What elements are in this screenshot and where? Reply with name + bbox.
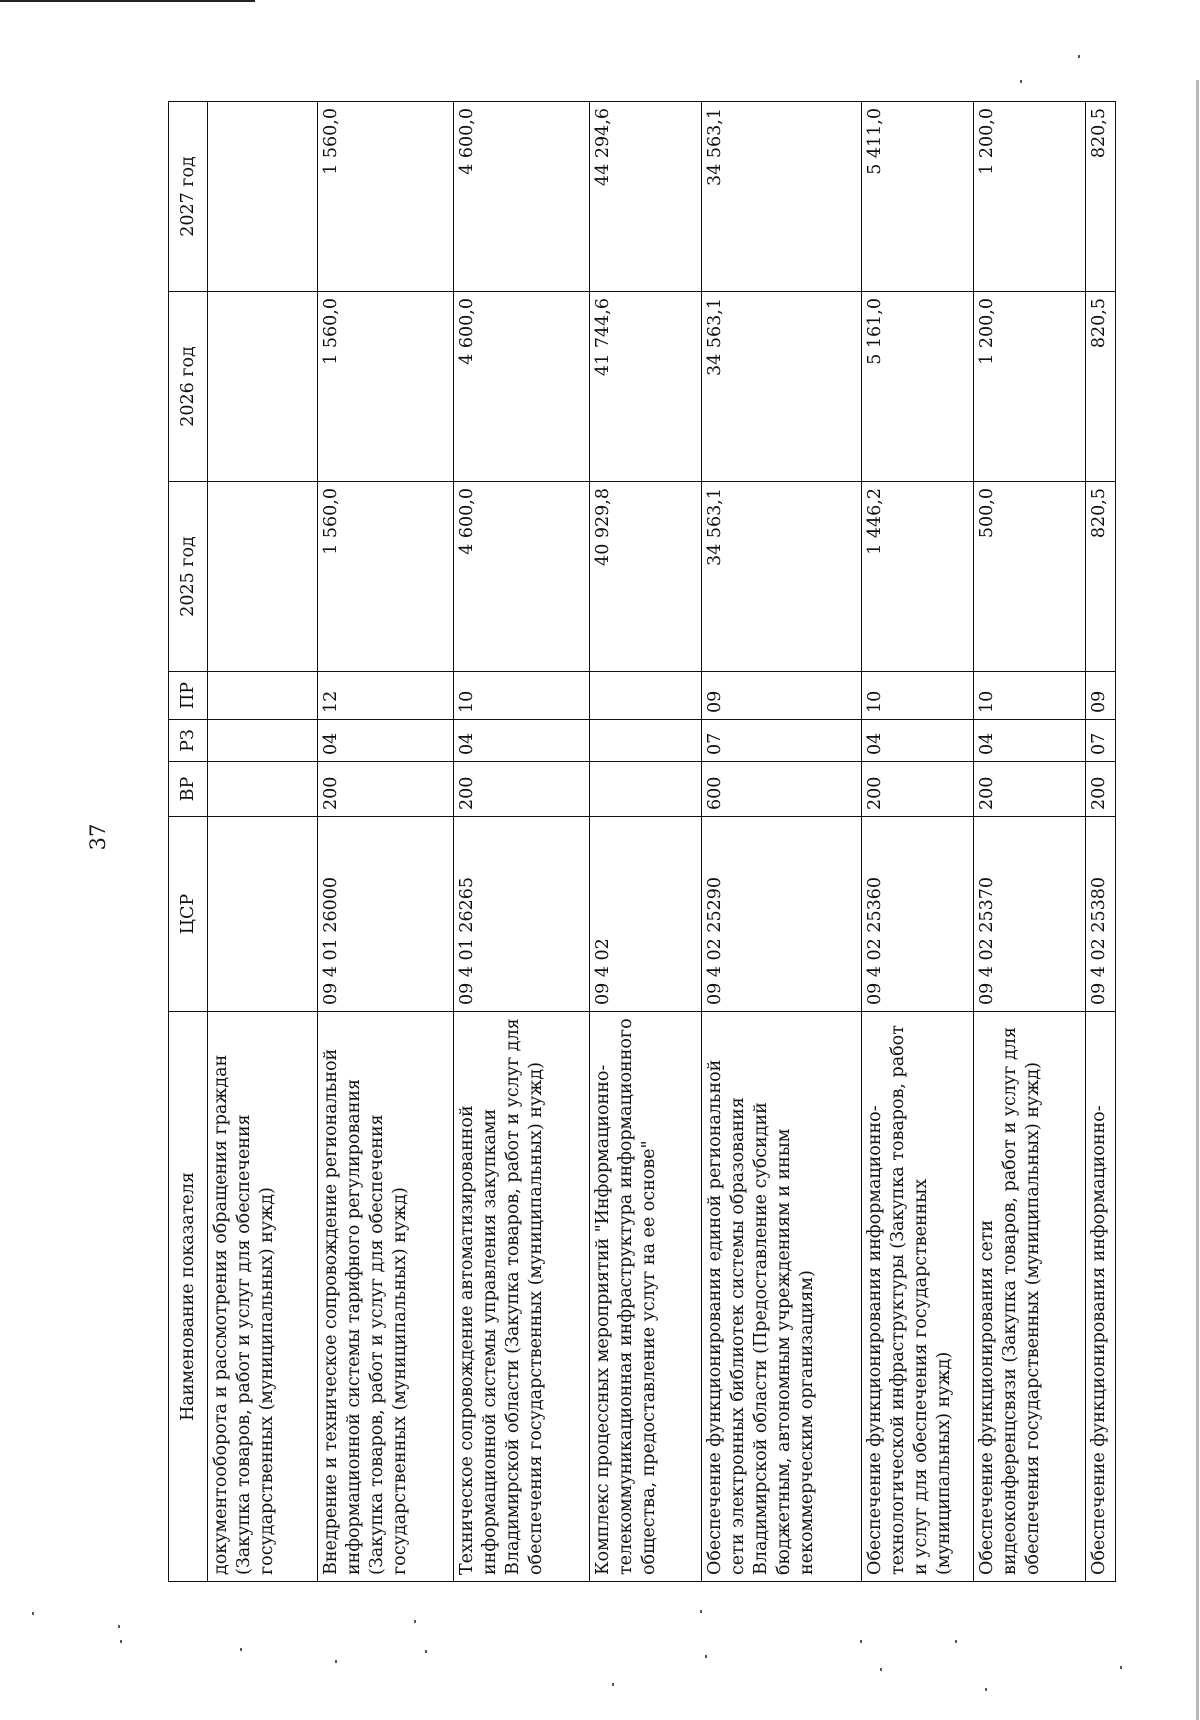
row-rz: [590, 720, 702, 762]
row-rz: 07: [1086, 720, 1116, 762]
table-row: [862, 102, 974, 1582]
row-csr: 09 4 02 25290: [702, 817, 862, 1012]
row-csr: 09 4 02 25360: [862, 817, 974, 1012]
row-rz: 04: [318, 720, 454, 762]
header-vr: ВР: [169, 762, 208, 817]
row-csr: 09 4 02 25370: [974, 817, 1086, 1012]
row-2025: 1 560,0: [318, 482, 454, 672]
row-pr: 10: [974, 672, 1086, 720]
table-row: [318, 102, 454, 1582]
row-2025: 34 563,1: [702, 482, 862, 672]
row-vr: 600: [702, 762, 862, 817]
header-csr: ЦСР: [169, 817, 208, 1012]
row-2027: 34 563,1: [702, 102, 862, 292]
row-vr: 200: [1086, 762, 1116, 817]
row-vr: 200: [974, 762, 1086, 817]
row-2026: 34 563,1: [702, 292, 862, 482]
row-pr: [208, 672, 318, 720]
header-name: Наименование показателя: [169, 1012, 208, 1582]
row-2025: 4 600,0: [454, 482, 590, 672]
page-number: 37: [86, 823, 110, 851]
header-2027: 2027 год: [169, 102, 208, 292]
row-pr: 10: [454, 672, 590, 720]
table-row: [208, 102, 318, 1582]
row-2025: 1 446,2: [862, 482, 974, 672]
row-name: Техническое сопровождение автоматизированной информационной системы управления закупками Владимирской области (Закупка товаров, работ и услуг для обеспечения государственных (муниципальных) нужд): [454, 1012, 590, 1582]
row-csr: 09 4 01 26265: [454, 817, 590, 1012]
row-vr: 200: [454, 762, 590, 817]
row-2027: 4 600,0: [454, 102, 590, 292]
row-csr: 09 4 01 26000: [318, 817, 454, 1012]
scan-edge-shadow: [1196, 80, 1199, 1720]
row-name: Обеспечение функционирования единой региональной сети электронных библиотек системы образования Владимирской области (Предоставление субсидий бюджетным, автономным учреждениям и иным некоммерческим организациям): [702, 1012, 862, 1582]
row-pr: [590, 672, 702, 720]
row-vr: 200: [318, 762, 454, 817]
row-2025: [208, 482, 318, 672]
row-rz: 04: [862, 720, 974, 762]
row-2026: [208, 292, 318, 482]
row-2025: 500,0: [974, 482, 1086, 672]
row-2026: 5 161,0: [862, 292, 974, 482]
row-rz: 07: [702, 720, 862, 762]
row-2027: 44 294,6: [590, 102, 702, 292]
row-2025: 40 929,8: [590, 482, 702, 672]
row-rz: [208, 720, 318, 762]
row-2026: 1 560,0: [318, 292, 454, 482]
row-2027: 1 560,0: [318, 102, 454, 292]
header-2026: 2026 год: [169, 292, 208, 482]
table-row: [454, 102, 590, 1582]
budget-table: [168, 101, 1116, 1582]
row-name: Внедрение и техническое сопровождение региональной информационной системы тарифного регулирования (Закупка товаров, работ и услуг для обеспечения государственных (муниципальных) нужд): [318, 1012, 454, 1582]
row-2026: 820,5: [1086, 292, 1116, 482]
row-vr: 200: [862, 762, 974, 817]
row-2027: [208, 102, 318, 292]
row-2027: 1 200,0: [974, 102, 1086, 292]
row-rz: 04: [454, 720, 590, 762]
row-2026: 4 600,0: [454, 292, 590, 482]
table-row: [1086, 102, 1116, 1582]
row-name: Комплекс процессных мероприятий "Информационно-телекоммуникационная инфраструктура информационного общества, предоставление услуг на ее основе": [590, 1012, 702, 1582]
row-vr: [590, 762, 702, 817]
budget-table-frame: [168, 102, 1117, 1582]
row-name: Обеспечение функционирования информационно-: [1086, 1012, 1116, 1582]
row-csr: 09 4 02 25380: [1086, 817, 1116, 1012]
header-rz: РЗ: [169, 720, 208, 762]
row-rz: 04: [974, 720, 1086, 762]
table-header-row: [169, 102, 208, 1582]
row-pr: 10: [862, 672, 974, 720]
row-vr: [208, 762, 318, 817]
row-csr: [208, 817, 318, 1012]
row-pr: 09: [702, 672, 862, 720]
header-2025: 2025 год: [169, 482, 208, 672]
row-2026: 41 744,6: [590, 292, 702, 482]
row-name: документооборота и рассмотрения обращения граждан (Закупка товаров, работ и услуг для обеспечения государственных (муниципальных) нужд): [208, 1012, 318, 1582]
scan-top-rule: [0, 0, 255, 2]
row-2026: 1 200,0: [974, 292, 1086, 482]
row-csr: 09 4 02: [590, 817, 702, 1012]
row-pr: 09: [1086, 672, 1116, 720]
row-name: Обеспечение функционирования сети видеоконференцсвязи (Закупка товаров, работ и услуг для обеспечения государственных (муниципальных) нужд): [974, 1012, 1086, 1582]
row-2025: 820,5: [1086, 482, 1116, 672]
row-2027: 820,5: [1086, 102, 1116, 292]
table-row: [702, 102, 862, 1582]
row-2027: 5 411,0: [862, 102, 974, 292]
header-pr: ПР: [169, 672, 208, 720]
row-name: Обеспечение функционирования информационно-технологической инфраструктуры (Закупка товаров, работ и услуг для обеспечения государственных (муниципальных) нужд): [862, 1012, 974, 1582]
row-pr: 12: [318, 672, 454, 720]
table-row: [974, 102, 1086, 1582]
table-row: [590, 102, 702, 1582]
